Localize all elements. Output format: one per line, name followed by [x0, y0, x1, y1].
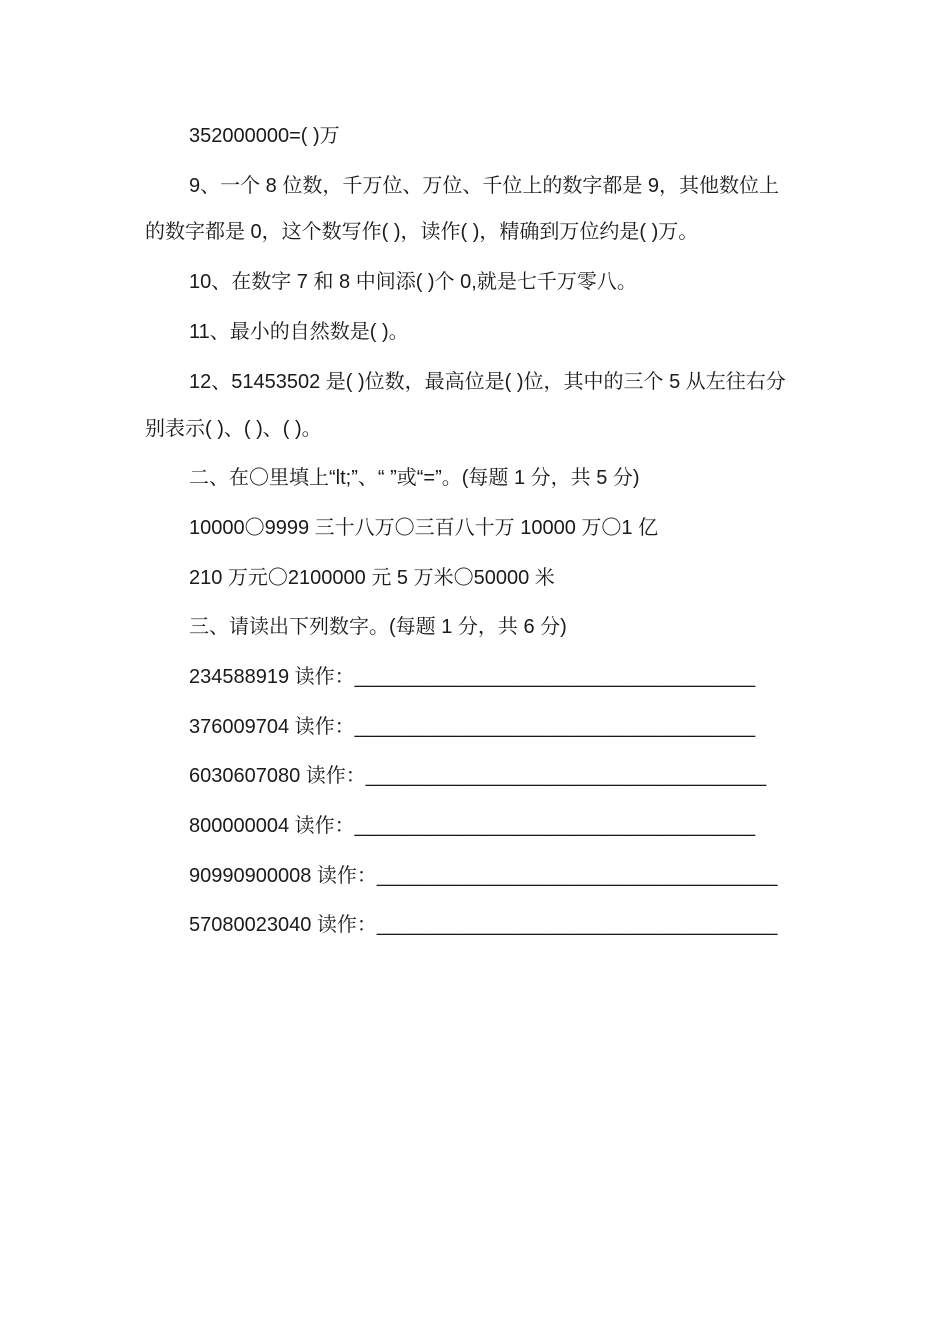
question-9-continuation: 的数字都是 0，这个数写作( )，读作( )，精确到万位约是( )万。	[145, 221, 699, 243]
read-number-item: 90990900008 读作：____________________________________	[189, 865, 778, 887]
compare-row-1: 10000〇9999 三十八万〇三百八十万 10000 万〇1 亿	[189, 517, 659, 539]
question-10: 10、在数字 7 和 8 中间添( )个 0,就是七千万零八。	[189, 271, 637, 293]
read-number-item: 6030607080 读作：____________________________________	[189, 765, 767, 787]
read-number-item: 376009704 读作：____________________________________	[189, 716, 756, 738]
question-12-continuation: 别表示( )、( )、( )。	[145, 418, 322, 440]
question-9: 9、一个 8 位数，千万位、万位、千位上的数字都是 9，其他数位上	[189, 175, 780, 197]
question-11: 11、最小的自然数是( )。	[189, 321, 409, 343]
question-12: 12、51453502 是( )位数，最高位是( )位，其中的三个 5 从左往右分	[189, 371, 786, 393]
section-2-heading: 二、在〇里填上“lt;”、“ ”或“=”。(每题 1 分，共 5 分)	[189, 467, 640, 489]
read-number-item: 234588919 读作：____________________________________	[189, 666, 756, 688]
section-3-heading: 三、请读出下列数字。(每题 1 分，共 6 分)	[189, 616, 567, 638]
question-8-continuation: 352000000=( )万	[189, 125, 340, 147]
compare-row-2: 210 万元〇2100000 元 5 万米〇50000 米	[189, 567, 555, 589]
read-number-item: 57080023040 读作：____________________________________	[189, 914, 778, 936]
read-number-item: 800000004 读作：____________________________________	[189, 815, 756, 837]
